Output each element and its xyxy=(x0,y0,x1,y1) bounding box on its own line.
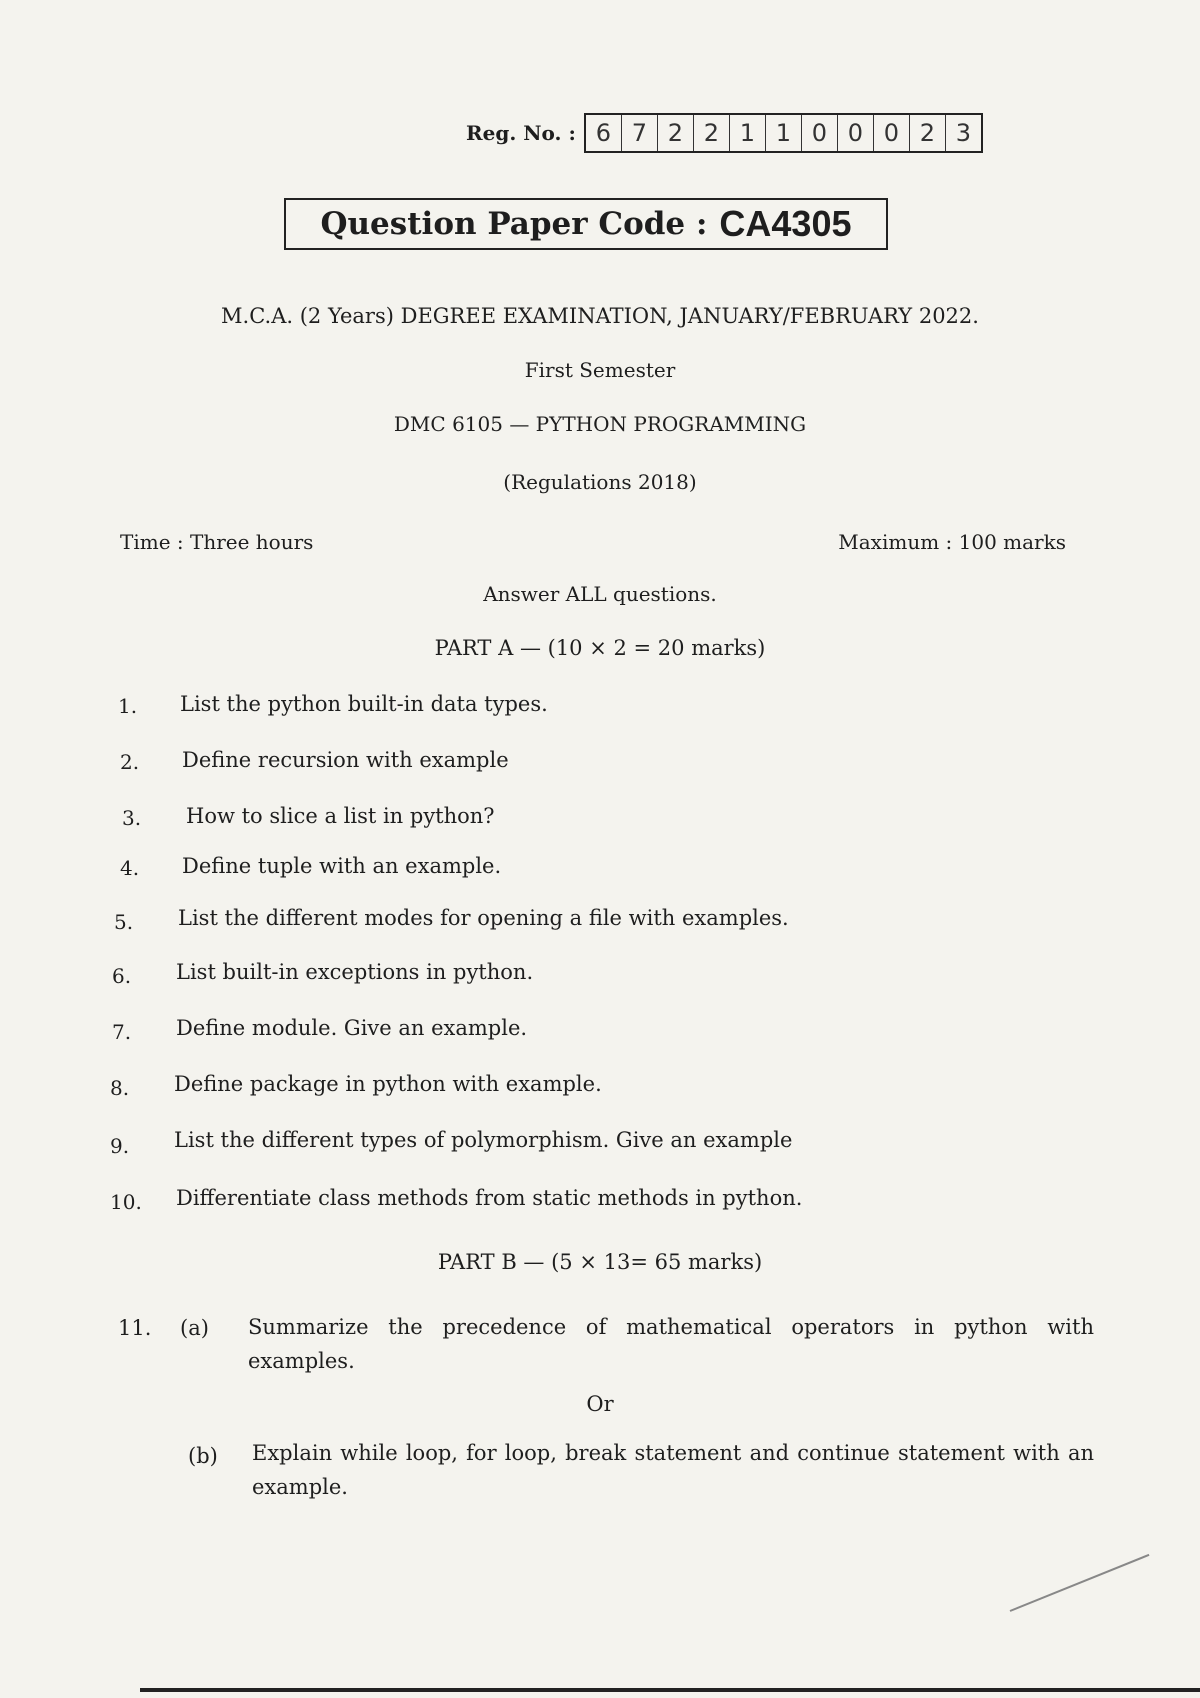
question-number: 2. xyxy=(120,750,140,774)
code-label: Question Paper Code : xyxy=(320,206,708,242)
reg-digit-boxes xyxy=(584,113,983,153)
semester: First Semester xyxy=(524,358,676,382)
reg-digit: 0 xyxy=(802,115,838,151)
reg-digit: 3 xyxy=(955,119,971,147)
question-number: 6. xyxy=(112,964,132,988)
reg-digit: 2 xyxy=(658,115,694,151)
reg-digit: 0 xyxy=(838,115,874,151)
question-text: List the different types of polymorphism. Give an example xyxy=(174,1128,793,1152)
reg-digit: 1 xyxy=(730,115,766,151)
question-text: Define tuple with an example. xyxy=(182,854,502,878)
reg-digit: 2 xyxy=(694,115,730,151)
reg-digit: 1 xyxy=(766,115,802,151)
question-paper-code xyxy=(284,198,888,250)
part-a-heading: PART A — (10 × 2 = 20 marks) xyxy=(434,636,766,660)
question-text: Define recursion with example xyxy=(182,748,509,772)
reg-label: Reg. No. : xyxy=(466,121,576,145)
question-number: 5. xyxy=(114,910,134,934)
reg-digit: 6 xyxy=(586,115,622,151)
question-text: Define package in python with example. xyxy=(174,1072,602,1096)
question-number: 10. xyxy=(110,1190,142,1214)
question-number: 11. xyxy=(118,1316,152,1340)
question-text: List the different modes for opening a file with examples. xyxy=(178,906,789,930)
instruction: Answer ALL questions. xyxy=(483,582,717,606)
question-number: 3. xyxy=(122,806,142,830)
maximum-marks: Maximum : 100 marks xyxy=(838,530,1066,554)
question-text: How to slice a list in python? xyxy=(186,804,495,828)
reg-digit: 0 xyxy=(874,115,910,151)
question-text: List the python built-in data types. xyxy=(180,692,548,716)
question-number: 4. xyxy=(120,856,140,880)
option-b-label: (b) xyxy=(188,1444,218,1468)
pen-scratch-mark xyxy=(1010,1554,1150,1612)
question-text: Define module. Give an example. xyxy=(176,1016,528,1040)
option-a-text: Summarize the precedence of mathematical operators in python with examples. xyxy=(248,1315,1094,1373)
subject: DMC 6105 — PYTHON PROGRAMMING xyxy=(393,412,807,436)
question-number: 8. xyxy=(110,1076,130,1100)
reg-digit: 7 xyxy=(622,115,658,151)
question-text: Differentiate class methods from static methods in python. xyxy=(176,1186,803,1210)
option-b-text: Explain while loop, for loop, break statement and continue statement with an example. xyxy=(252,1441,1094,1499)
bottom-edge-line xyxy=(140,1688,1200,1692)
question-text: List built-in exceptions in python. xyxy=(176,960,534,984)
code-value: CA4305 xyxy=(719,203,852,244)
regulations: (Regulations 2018) xyxy=(503,470,697,494)
time-allowed: Time : Three hours xyxy=(120,530,314,554)
reg-number xyxy=(466,112,983,154)
reg-digit: 2 xyxy=(910,115,946,151)
question-number: 7. xyxy=(112,1020,132,1044)
question-number: 9. xyxy=(110,1134,130,1158)
question-number: 1. xyxy=(118,694,138,718)
or-separator: Or xyxy=(586,1392,614,1416)
option-a-label: (a) xyxy=(180,1316,209,1340)
part-b-heading: PART B — (5 × 13= 65 marks) xyxy=(437,1250,763,1274)
exam-title: M.C.A. (2 Years) DEGREE EXAMINATION, JANUARY/FEBRUARY 2022. xyxy=(221,304,979,328)
